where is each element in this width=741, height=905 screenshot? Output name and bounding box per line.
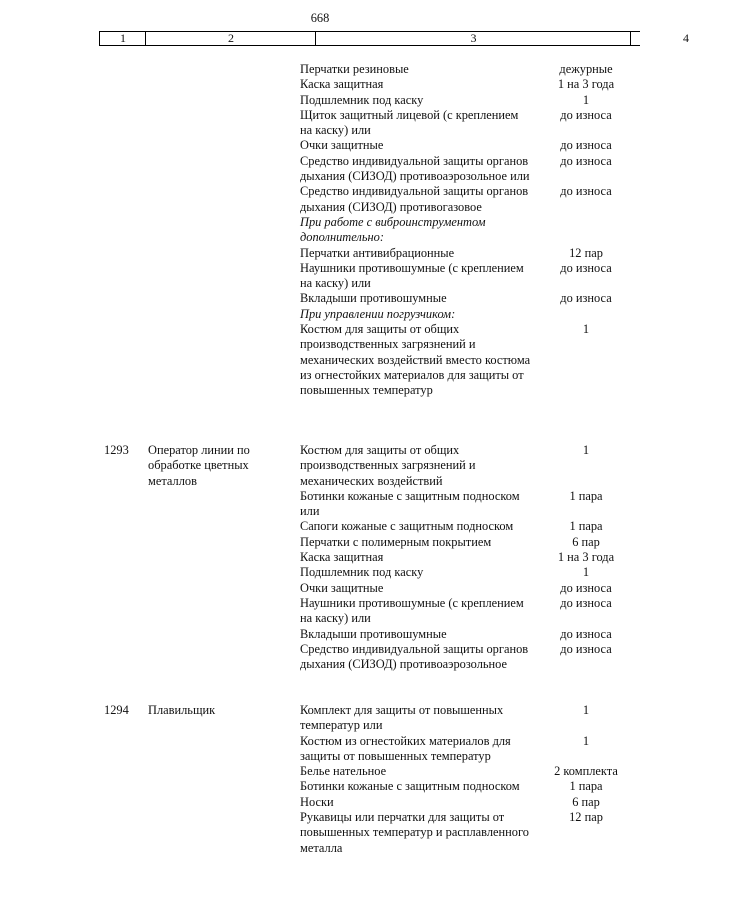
item-norm: 1 пара	[569, 519, 603, 534]
list-item	[300, 443, 640, 489]
item-name: Носки	[300, 794, 334, 809]
item-name: Каска защитная	[300, 550, 384, 565]
list-item	[300, 108, 640, 139]
list-item	[300, 642, 640, 673]
list-item	[300, 764, 640, 779]
list-item	[300, 62, 640, 77]
item-norm: 1 на 3 года	[557, 550, 615, 565]
occupation-name: Плавильщик	[148, 703, 216, 717]
column-header-3: 3	[315, 32, 631, 45]
list-item-note	[300, 307, 640, 322]
item-norm: 1	[582, 565, 590, 580]
list-item	[300, 810, 640, 856]
list-item	[300, 581, 640, 596]
item-note: При управлении погрузчиком:	[300, 306, 456, 321]
item-name: Подшлемник под каску	[300, 565, 424, 580]
item-name: Вкладыши противошумные	[300, 626, 447, 641]
item-norm: до износа	[560, 626, 612, 641]
item-name: Белье нательное	[300, 764, 387, 779]
item-norm: дежурные	[559, 62, 613, 76]
table-header-row	[99, 31, 689, 46]
item-name: Средство индивидуальной защиты органов дыхания (СИЗОД) противогазовое	[300, 184, 529, 214]
item-norm: 1 на 3 года	[557, 77, 615, 92]
list-item	[300, 734, 640, 765]
list-item	[300, 184, 640, 215]
list-item	[300, 565, 640, 580]
item-norm: 1 пара	[569, 488, 603, 503]
item-norm: 12 пар	[569, 810, 603, 825]
item-norm: до износа	[560, 153, 612, 168]
items-list	[300, 62, 640, 399]
list-item	[300, 489, 640, 520]
item-norm: 6 пар	[572, 794, 600, 809]
item-name: Перчатки с полимерным покрытием	[300, 534, 492, 549]
item-norm: 2 комплекта	[554, 764, 618, 779]
item-name: Костюм из огнестойких материалов для защиты от повышенных температур	[300, 733, 511, 763]
list-item	[300, 138, 640, 153]
item-name: Очки защитные	[300, 138, 384, 153]
item-name: Наушники противошумные (с креплением на каску) или	[300, 260, 524, 291]
item-name: Ботинки кожаные с защитным подноском	[300, 779, 520, 794]
list-item	[300, 246, 640, 261]
column-header-2: 2	[145, 32, 316, 45]
page-number: 668	[310, 11, 330, 25]
item-name: Наушники противошумные (с креплением на каску) или	[300, 595, 524, 626]
item-norm: 1 пара	[569, 779, 603, 794]
list-item	[300, 322, 640, 398]
item-name: Сапоги кожаные с защитным подноском	[300, 519, 514, 534]
column-header-4: 4	[630, 32, 741, 45]
item-name: Комплект для защиты от повышенных температур или	[300, 703, 504, 733]
item-norm: 1	[582, 703, 590, 717]
item-name: Вкладыши противошумные	[300, 291, 447, 306]
item-norm: до износа	[560, 291, 612, 306]
list-item	[300, 77, 640, 92]
item-name: Каска защитная	[300, 77, 384, 92]
item-name: Рукавицы или перчатки для защиты от повышенных температур и расплавленного металла	[300, 810, 529, 855]
item-norm: до износа	[560, 138, 612, 153]
item-name: Перчатки антивибрационные	[300, 245, 455, 260]
item-norm: до износа	[560, 184, 612, 199]
item-name: Подшлемник под каску	[300, 92, 424, 107]
items-list	[300, 443, 640, 672]
item-name: Очки защитные	[300, 580, 384, 595]
list-item	[300, 535, 640, 550]
list-item	[300, 703, 640, 734]
item-norm: 1	[582, 443, 590, 457]
item-norm: до износа	[560, 107, 612, 122]
items-list	[300, 703, 640, 856]
item-name: Щиток защитный лицевой (с креплением на каску) или	[300, 107, 519, 138]
item-norm: 1	[582, 322, 590, 337]
list-item	[300, 550, 640, 565]
column-header-1: 1	[99, 32, 146, 45]
list-item	[300, 154, 640, 185]
item-name: Средство индивидуальной защиты органов дыхания (СИЗОД) противоаэрозольное или	[300, 153, 530, 184]
occupation-name: Оператор линии по обработке цветных металлов	[148, 443, 250, 488]
item-norm: 1	[582, 733, 590, 748]
list-item	[300, 93, 640, 108]
list-item	[300, 779, 640, 794]
item-norm: 1	[582, 92, 590, 107]
item-norm: 12 пар	[569, 245, 603, 260]
item-name: Перчатки резиновые	[300, 62, 409, 76]
list-item	[300, 519, 640, 534]
entry-number: 1294	[104, 703, 129, 717]
item-norm: до износа	[560, 595, 612, 610]
item-norm: до износа	[560, 580, 612, 595]
item-name: Костюм для защиты от общих производственных загрязнений и механических воздействий вместо костюма из огнестойких материалов для защиты от повышенных температур	[300, 322, 531, 398]
item-norm: 6 пар	[572, 534, 600, 549]
item-norm: до износа	[560, 260, 612, 275]
list-item	[300, 291, 640, 306]
list-item	[300, 596, 640, 627]
list-item-note	[300, 215, 640, 246]
item-norm: до износа	[560, 641, 612, 656]
item-name: Средство индивидуальной защиты органов дыхания (СИЗОД) противоаэрозольное	[300, 641, 529, 672]
item-name: Ботинки кожаные с защитным подноском или	[300, 488, 520, 519]
item-note: При работе с виброинструментом дополнительно:	[300, 214, 486, 245]
list-item	[300, 795, 640, 810]
item-name: Костюм для защиты от общих производственных загрязнений и механических воздействий	[300, 443, 476, 488]
list-item	[300, 627, 640, 642]
list-item	[300, 261, 640, 292]
entry-number: 1293	[104, 443, 129, 457]
